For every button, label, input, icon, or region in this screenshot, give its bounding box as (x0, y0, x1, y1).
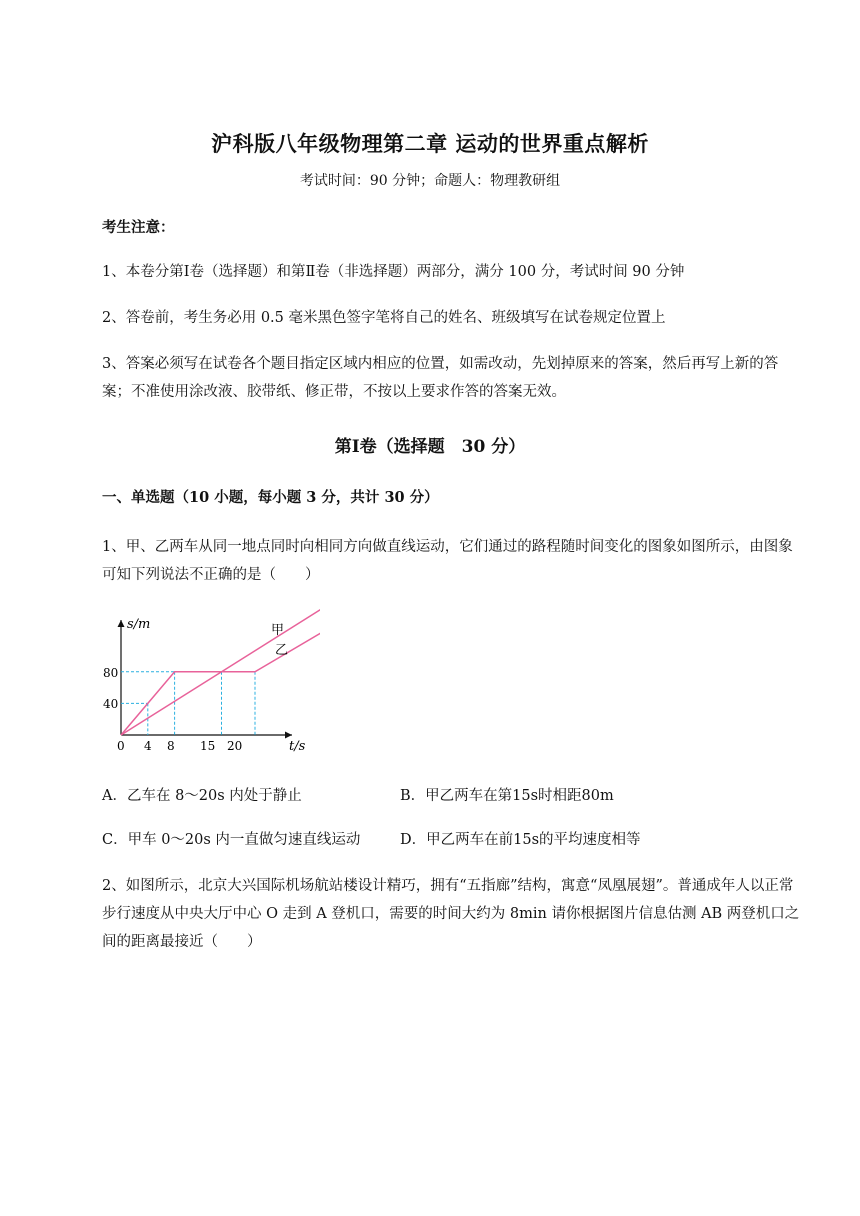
distance-time-chart (100, 608, 320, 758)
part-heading: 一、单选题（10 小题，每小题 3 分，共计 30 分） (102, 489, 439, 506)
series-line-yi (121, 632, 320, 735)
notice-item-1: 1、本卷分第Ⅰ卷（选择题）和第Ⅱ卷（非选择题）两部分，满分 100 分，考试时间 90 分钟 (102, 264, 685, 280)
option-b[interactable]: B．甲乙两车在第15s时相距80m (400, 788, 614, 804)
series-label-jia: 甲 (271, 623, 285, 638)
y-tick-40: 40 (103, 697, 119, 711)
option-d[interactable]: D．甲乙两车在前15s的平均速度相等 (400, 832, 641, 848)
option-a[interactable]: A．乙车在 8～20s 内处于静止 (102, 788, 302, 804)
x-axis-label: t/s (289, 739, 306, 754)
question-2-stem: 2、如图所示，北京大兴国际机场航站楼设计精巧，拥有“五指廊”结构，寓意“凤凰展翅”。普通成年人以正常步行速度从中央大厅中心 O 走到 A 登机口，需要的时间大约为 8min 请你根据图片信息估测 AB 两登机口之间的距离最接近（ ） (102, 878, 800, 950)
x-tick-20: 20 (227, 739, 243, 753)
series-label-yi: 乙 (275, 643, 289, 658)
exam-info: 考试时间：90 分钟；命题人：物理教研组 (299, 173, 561, 189)
question-1-stem: 1、甲、乙两车从同一地点同时向相同方向做直线运动，它们通过的路程随时间变化的图象如图所示，由图象可知下列说法不正确的是（ ） (102, 539, 793, 583)
x-tick-8: 8 (167, 739, 175, 753)
option-c[interactable]: C．甲车 0～20s 内一直做匀速直线运动 (102, 832, 361, 848)
x-tick-4: 4 (144, 739, 152, 753)
notice-item-3: 3、答案必须写在试卷各个题目指定区域内相应的位置，如需改动，先划掉原来的答案，然后再写上新的答案；不准使用涂改液、胶带纸、修正带，不按以上要求作答的答案无效。 (102, 356, 779, 400)
y-tick-80: 80 (103, 666, 119, 680)
x-tick-15: 15 (200, 739, 216, 753)
notice-item-2: 2、答卷前，考生务必用 0.5 毫米黑色签字笔将自己的姓名、班级填写在试卷规定位置上 (102, 310, 666, 326)
page-title: 沪科版八年级物理第二章 运动的世界重点解析 (211, 131, 649, 156)
notice-heading: 考生注意： (102, 219, 175, 236)
section-title: 第Ⅰ卷（选择题 30 分） (334, 437, 526, 457)
y-axis-label: s/m (127, 617, 151, 632)
x-tick-0: 0 (117, 739, 125, 753)
